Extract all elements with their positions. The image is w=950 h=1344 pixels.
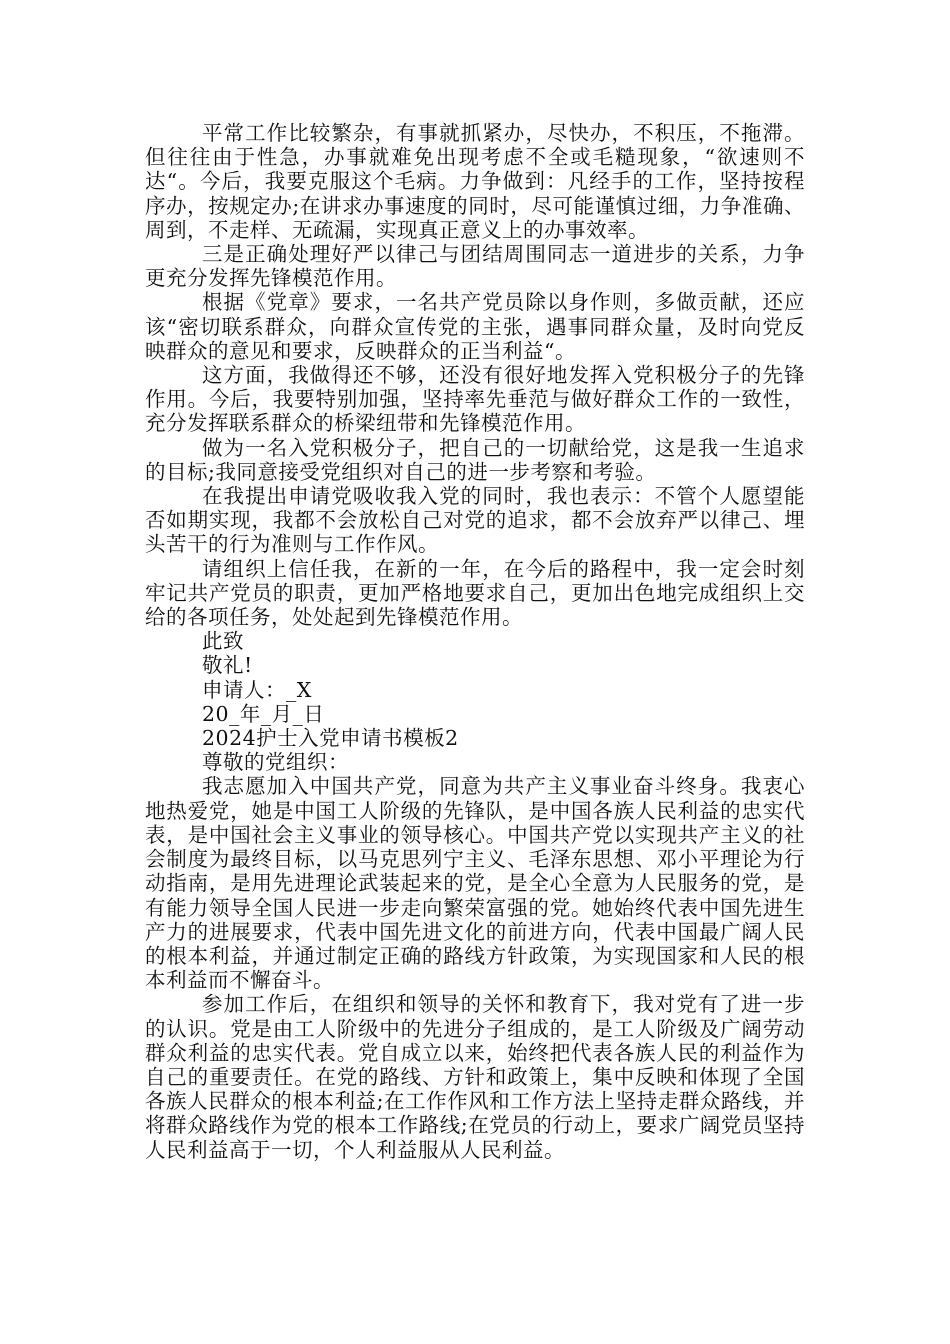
applicant-signature-line: 申请人：_X [202,677,312,702]
paragraph-request-trust: 请组织上信任我，在新的一年，在今后的路程中，我一定会时刻牢记共产党员的职责，更加严格地要求自己，更加出色地完成组织上交给的各项任务，处处起到先锋模范作用。 [145,556,805,630]
date-line: 20_年_月_日 [202,701,325,726]
paragraph-life-goal: 做为一名入党积极分子，把自己的一切献给党，这是我一生追求的目标;我同意接受党组织对自己的进一步考察和考验。 [145,435,805,484]
paragraph-party-constitution: 根据《党章》要求，一名共产党员除以身作则，多做贡献，还应该“密切联系群众，向群众宣传党的主张，遇事同群众量，及时向党反映群众的意见和要求，反映群众的正当利益“。 [145,290,805,363]
paragraph-volunteer: 我志愿加入中国共产党，同意为共产主义事业奋斗终身。我衷心地热爱党，她是中国工人阶级的先锋队，是中国各族人民利益的忠实代表，是中国社会主义事业的领导核心。中国共产党以实现共产主义的社会制度为最终目标，以马克思列宁主义、毛泽东思想、邓小平理论为行动指南，是用先进理论武装起来的党，是全心全意为人民服务的党，是有能力领导全国人民进一步走向繁荣富强的党。她始终代表中国先进生产力的进展要求，代表中国先进文化的前进方向，代表中国最广阔人民的根本利益，并通过制定正确的路线方针政策，为实现国家和人民的根本利益而不懈奋斗。 [145,774,805,993]
closing-respect: 敬礼! [202,653,253,678]
closing-salutation: 此致 [202,629,244,654]
paragraph-work-efficiency: 平常工作比较繁杂，有事就抓紧办，尽快办，不积压，不拖滞。但往往由于性急，办事就难免出现考虑不全或毛糙现象，“欲速则不达“。今后，我要克服这个毛病。力争做到：凡经手的工作，坚持按程序办，按规定办;在讲求办事速度的同时，尽可能谨慎过细，力争准确、周到，不走样、无疏漏，实现真正意义上的办事效率。 [145,121,805,242]
paragraph-after-work: 参加工作后，在组织和领导的关怀和教育下，我对党有了进一步的认识。党是由工人阶级中的先进分子组成的，是工人阶级及广阔劳动群众利益的忠实代表。党自成立以来，始终把代表各族人民的利益作为自己的重要责任。在党的路线、方针和政策上，集中反映和体现了全国各族人民群众的根本利益;在工作作风和工作方法上坚持走群众路线，并将群众路线作为党的根本工作路线;在党员的行动上，要求广阔党员坚持人民利益高于一切，个人利益服从人民利益。 [145,992,805,1162]
paragraph-improvement: 这方面，我做得还不够，还没有很好地发挥入党积极分子的先锋作用。今后，我要特别加强，坚持率先垂范与做好群众工作的一致性，充分发挥联系群众的桥梁纽带和先锋模范作用。 [145,363,805,436]
section-title: 2024护士入党申请书模板2 [202,726,459,751]
paragraph-third-point: 三是正确处理好严以律己与团结周围同志一道进步的关系，力争更充分发挥先锋模范作用。 [145,242,805,291]
greeting: 尊敬的党组织： [202,750,349,775]
document-body [145,121,805,1162]
paragraph-commitment: 在我提出申请党吸收我入党的同时，我也表示：不管个人愿望能否如期实现，我都不会放松自己对党的追求，都不会放弃严以律己、埋头苦干的行为准则与工作作风。 [145,484,805,557]
